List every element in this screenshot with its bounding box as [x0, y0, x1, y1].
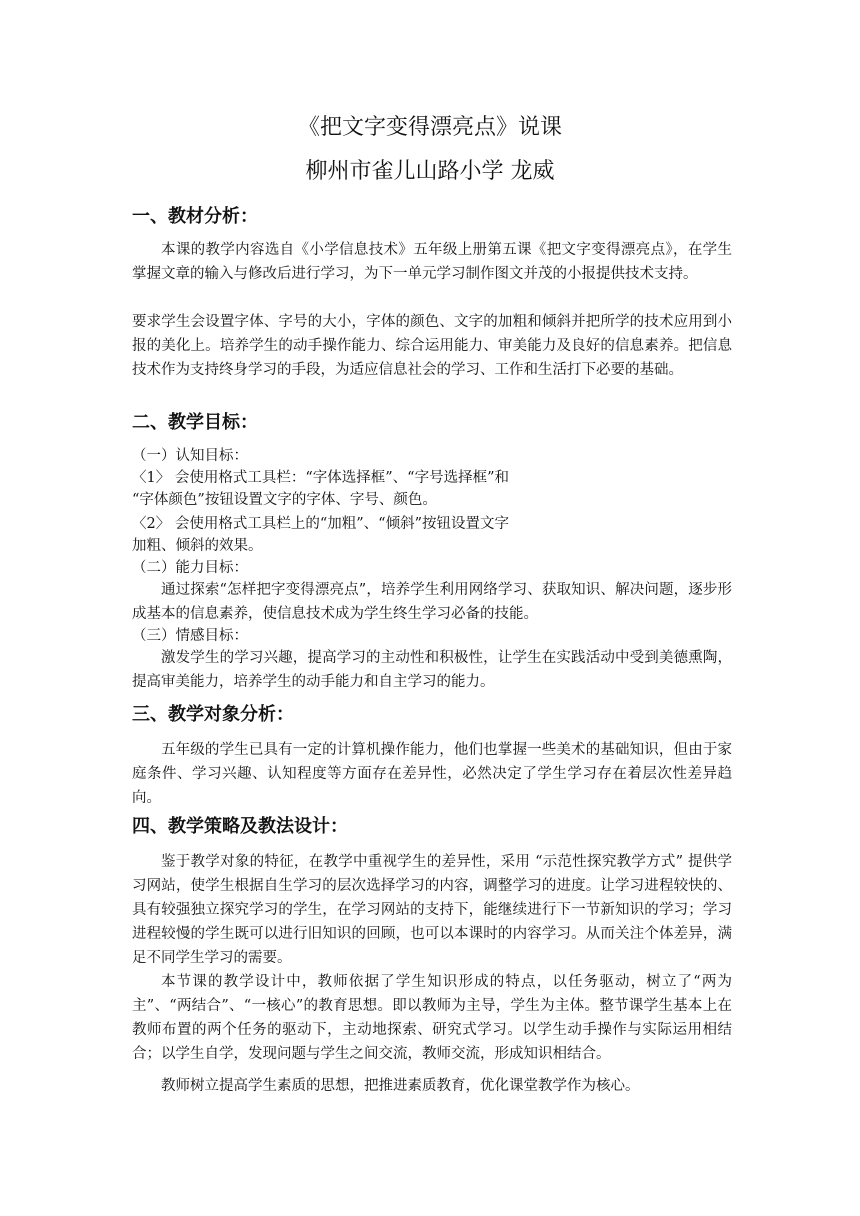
paragraph: 鉴于教学对象的特征，在教学中重视学生的差异性，采用 “示范性探究教学方式” 提供学习网站，使学生根据自生学习的层次选择学习的内容，调整学习的进度。让学习进程较快的、具有较强独立探究学习的学生，在学习网站的支持下，能继续进行下一节新知识的学习；学习进程较慢的学生既可以进行旧知识的回顾，也可以本课时的内容学习。从而关注个体差异，满足不同学生学习的需要。 [132, 854, 732, 966]
objective-subheading: （三）情感目标： [132, 628, 248, 644]
author-line: 柳州市雀儿山路小学 龙威 [305, 159, 555, 184]
paragraph: 教师树立提高学生素质的思想，把推进素质教育，优化课堂教学作为核心。 [161, 1078, 640, 1094]
document-title: 《把文字变得漂亮点》说课 [297, 115, 562, 140]
paragraph: 通过探索“怎样把字变得漂亮点”，培养学生利用网络学习、获取知识、解决问题，逐步形成基本的信息素养，使信息技术成为学生终生学习必备的技能。 [132, 582, 732, 622]
section-heading-4: 四、教学策略及教法设计： [132, 816, 348, 837]
paragraph: 本节课的教学设计中，教师依据了学生知识形成的特点，以任务驱动，树立了“两为主”、“两结合”、“一核心”的教育思想。即以教师为主导，学生为主体。整节课学生基本上在教师布置的两个任务的驱动下，主动地探索、研究式学习。以学生动手操作与实际运用相结合；以学生自学，发现问题与学生之间交流，教师交流，形成知识相结合。 [132, 974, 732, 1062]
objective-line: “字体颜色”按钮设置文字的字体、字号、颜色。 [132, 492, 437, 508]
section-heading-3: 三、教学对象分析： [132, 704, 294, 725]
objective-line: 〈2〉 会使用格式工具栏上的“加粗”、“倾斜”按钮设置文字 [132, 516, 509, 532]
section-heading-2: 二、教学目标： [132, 412, 258, 433]
objective-subheading: （一）认知目标： [132, 448, 248, 464]
paragraph: 激发学生的学习兴趣，提高学习的主动性和积极性，让学生在实践活动中受到美德熏陶，提高审美能力，培养学生的动手能力和自主学习的能力。 [132, 650, 732, 690]
objective-line: 加粗、倾斜的效果。 [132, 538, 263, 554]
objective-subheading: （二）能力目标： [132, 560, 248, 576]
paragraph: 五年级的学生已具有一定的计算机操作能力，他们也掌握一些美术的基础知识，但由于家庭条件、学习兴趣、认知程度等方面存在差异性，必然决定了学生学习存在着层次性差异趋向。 [132, 742, 732, 806]
paragraph: 要求学生会设置字体、字号的大小，字体的颜色、文字的加粗和倾斜并把所学的技术应用到小报的美化上。培养学生的动手操作能力、综合运用能力、审美能力及良好的信息素养。把信息技术作为支持终身学习的手段，为适应信息社会的学习、工作和生活打下必要的基础。 [132, 314, 732, 378]
objective-line: 〈1〉 会使用格式工具栏：“字体选择框”、“字号选择框”和 [132, 470, 509, 486]
paragraph: 本课的教学内容选自《小学信息技术》五年级上册第五课《把文字变得漂亮点》，在学生掌握文章的输入与修改后进行学习，为下一单元学习制作图文并茂的小报提供技术支持。 [132, 242, 732, 282]
section-heading-1: 一、教材分析： [132, 206, 258, 227]
